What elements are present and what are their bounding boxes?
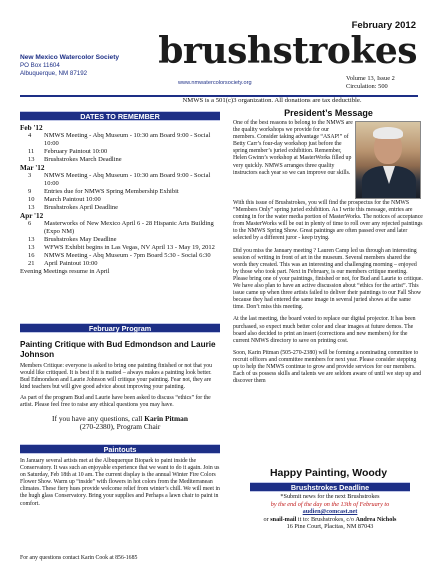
event-text: Brushstrokes May Deadline [44,236,117,243]
po-box: PO Box 11604 [20,62,60,69]
volume-info [346,75,416,90]
org-address [20,54,160,77]
event-day: 3 [28,172,32,179]
event-day: 13 [28,244,35,251]
event-text: WFWS Exhibit begins in Las Vegas, NV April 13 - May 19, 2012 [44,244,215,251]
paintouts-section [20,458,220,508]
event-day: 21 [28,260,35,267]
calendar-event [20,236,220,244]
event-text: April Paintout 10:00 [44,260,98,267]
happy-painting-signoff: Happy Painting, Woody [269,467,388,479]
mail-to: it to: Brushstrokes, c/o [297,515,354,523]
event-day: 6 [28,220,32,227]
event-day: 10 [28,196,35,203]
event-text: March Paintout 10:00 [44,196,101,203]
program-section-bar: February Program [20,323,220,333]
president-photo [355,121,421,199]
paintouts-contact: For any questions contact Karin Cook at 856-1685 [20,555,138,561]
event-day: 13 [28,204,35,211]
calendar-event [20,260,220,268]
circulation: Circulation: 500 [346,82,388,90]
calendar-event [20,156,220,164]
mail-recipient: Andrea Nichols [355,515,397,523]
calendar-event [20,188,220,196]
calendar-month-heading: Apr '12 [20,212,44,220]
deadline-date-line: by the end of the day on the 13th of February to [270,500,390,508]
deadline-section-bar: Brushstrokes Deadline [250,482,410,492]
event-text: Brushstrokes March Deadline [44,156,122,163]
paintouts-paragraph: In January several artists met at the Albuquerque Biopark to paint inside the Conservatory. It was such an enjoyable experience that we want to do it again. Join us on Saturday, Feb 18th at 10 am. The current display is the annual Winter Fire Colors Flower Show. Warm up “inside” with flowers in hot colors from the Mediterranean climates. These fiery hues provide welcome relief from winter’s chill. We will meet in the hugh glass Conservatory. Bring your supplies and Perhaps a lawn chair to paint in comfort. [20,458,220,507]
masthead-title: brushstrokes [158,30,417,72]
deadline-details [245,493,415,531]
dates-calendar [20,124,220,276]
event-text: Masterworks of New Mexico April 6 - 28 Hispanic Arts Building (Expo NM) [44,220,214,235]
calendar-month-heading: Feb '12 [20,124,43,132]
event-text: NMWS Meeting - Abq Museum - 10:30 am Board 9:00 - Social 10:00 [44,172,211,187]
nonprofit-note: NMWS is a 501(c)3 organization. All donations are tax deductible. [182,97,362,104]
contact-role: (270-2380), Program Chair [79,422,161,432]
president-paragraph: One of the best reasons to belong to the NMWS are the quality workshops we provide for our members. Consider taking advantage “ASAP!” of Betty Carr’s four-day workshop just before the spring member’s juried exhibition. Remember, Helen Gwinn’s workshop at MasterWorks filled up very quickly. NMWS arranges three quality instructors each year so we can improve our skills. [233,120,353,176]
deadline-address: 16 Pine Court, Placitas, NM 87043 [286,523,374,531]
calendar-event [20,252,220,260]
event-day: 13 [28,236,35,243]
deadline-line: *Submit news for the next Brushstrokes [280,493,380,500]
calendar-event [20,204,220,212]
event-text: NMWS Meeting - Abq Museum - 10:30 am Board 9:00 - Social 10:00 [44,132,211,147]
program-paragraph: As part of the program Bud and Laurie have been asked to discuss “ethics” for the artist. Please feel free to raise any ethical questions you may have. [20,395,211,409]
event-day: 16 [28,252,35,259]
photo-hair [373,127,403,139]
event-day: 11 [28,148,35,155]
org-city: Albuquerque, NM 87192 [20,69,88,77]
deadline-email-link[interactable]: audien@comcast.net [302,508,358,516]
president-intro [233,120,353,177]
event-day: 4 [28,132,32,139]
calendar-event [20,244,220,252]
calendar-footer-note: Evening Meetings resume in April [20,268,110,275]
event-text: February Paintout 10:00 [44,148,108,155]
president-paragraph: At the last meeting, the board voted to replace our digital projector. It has been purchased, so expect much better color and clear images at future demos. The board also decided to print an insert (corrections and new members) for the current NMWS directory to save on printing cost. [233,316,416,344]
paintouts-section-bar: Paintouts [20,444,220,454]
deadline-mail-line [245,516,415,524]
contact-name: Karin Pitman [144,413,188,423]
volume-issue: Volume 13, Issue 2 [346,75,395,82]
calendar-event [20,148,220,156]
event-text: Brushstrokes April Deadline [44,204,119,211]
contact-text: If you have any questions, call [52,413,143,423]
issue-date: February 2012 [351,20,416,31]
event-day: 9 [28,188,32,195]
president-paragraph: With this issue of Brushstrokes, you will find the prospectus for the NMWS “Members Only” spring juried exhibition. As I write this message, entries are coming in for the water media portion of MasterWorks. The notices of acceptance from MasterWorks will be out in plenty of time to roll over any rejected paintings to the NMWS Spring Show. Great paintings are often passed over and later selected by a different juror - keep trying. [233,200,423,242]
program-section [20,340,220,432]
calendar-event [20,172,220,188]
president-message-title: President’s Message [284,108,373,118]
org-name: New Mexico Watercolor Society [20,54,120,61]
calendar-event [20,220,220,236]
event-text: Entries due for NMWS Spring Membership Exhibit [44,188,179,195]
calendar-month-heading: Mar '12 [20,164,45,172]
president-body [233,200,423,385]
event-text: NMWS Meeting - Abq Museum - 7pm Board 5:30 - Social 6:30 [44,252,211,259]
mail-method: snail-mail [270,515,297,523]
website-link[interactable]: www.nmwatercolorsociety.org [178,80,252,86]
calendar-event [20,196,220,204]
program-paragraph: Members Critique: everyone is asked to bring one painting finished or not that you would like critiqued. It is best if it is matted – always makes a painting look better. Bud Edmondson and Laurie Johnson will critique your painting. Fear not, they are kind teachers but will give good advice about improving your painting. [20,363,213,391]
program-title: Painting Critique with Bud Edmondson and Laurie Johnson [20,340,216,359]
mail-or: or [263,515,269,523]
dates-section-bar: DATES TO REMEMBER [20,111,220,121]
president-paragraph: Soon, Karin Pitman (505-270-2380) will be forming a nominating committee to recruit officers and committee members for next year. Please consider stepping up to help the NMWS continue to grow and provide services for our members. Each of us possess skills and talents we are seldom aware of until we step up and discover them [233,349,422,385]
program-contact [20,415,220,432]
calendar-event [20,132,220,148]
president-paragraph: Did you miss the January meeting ? Lauren Camp led us through an interesting session of writing in front of art in the museum. Several members shared the words they created. This was an interesting and challenging morning – enjoyed by those who took part. Next in February, is our members critique meeting. Please bring one of your paintings, finished or not, for Bud and Laurie to critique. We have also plan to have an active discussion about “ethics for the artist”. This issue came up when three artists failed to deliver their paintings to our Fall Show because they had entered the same image in several juried shows at the same time. Don’t miss this meeting. [233,247,423,311]
event-day: 13 [28,156,35,163]
